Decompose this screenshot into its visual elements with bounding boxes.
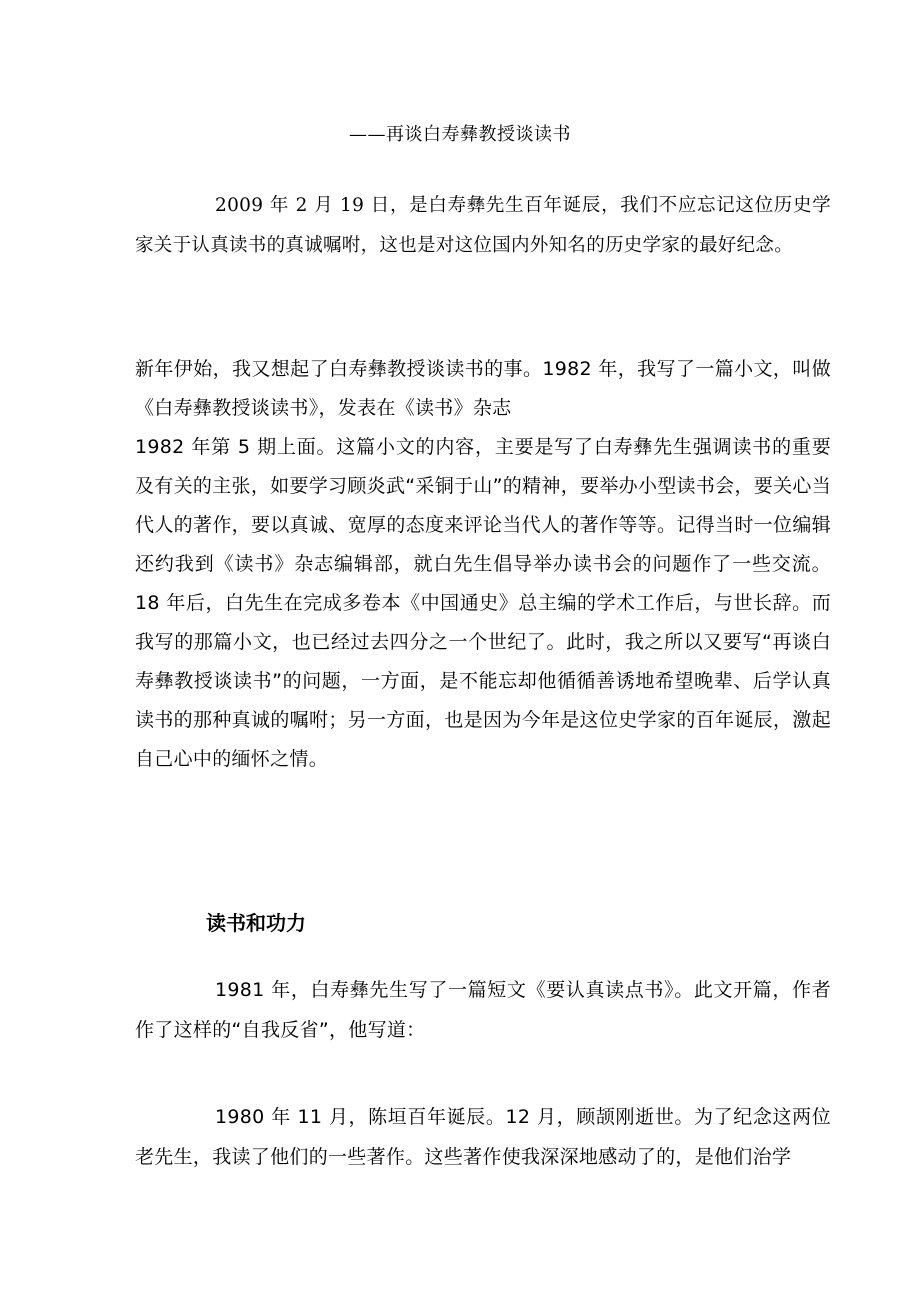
document-subtitle: ——再谈白寿彝教授谈读书 [349, 124, 571, 145]
intro-paragraph: 2009 年 2 月 19 日，是白寿彝先生百年诞辰，我们不应忘记这位历史学家关于认真读书的真诚嘱咐，这也是对这位国内外知名的历史学家的最好纪念。 [135, 195, 831, 256]
paragraph-1980: 1980 年 11 月，陈垣百年诞辰。12 月，顾颉刚逝世。为了纪念这两位老先生，我读了他们的一些著作。这些著作使我深深地感动了的，是他们治学 [135, 1106, 831, 1168]
paragraph-new-year [135, 350, 831, 779]
paragraph-1981: 1981 年，白寿彝先生写了一篇短文《要认真读点书》。此文开篇，作者作了这样的“自我反省”，他写道： [135, 979, 831, 1041]
section-heading: 读书和功力 [206, 911, 306, 935]
paragraph-new-year-line-2: 1982 年第 5 期上面。这篇小文的内容，主要是写了白寿彝先生强调读书的重要及有关的主张，如要学习顾炎武“采铜于山”的精神，要举办小型读书会，要关心当代人的著作，要以真诚、宽厚的态度来评论当代人的著作等等。记得当时一位编辑还约我到《读书》杂志编辑部，就白先生倡导举办读书会的问题作了一些交流。18 年后，白先生在完成多卷本《中国通史》总主编的学术工作后，与世长辞。而我写的那篇小文，也已经过去四分之一个世纪了。此时，我之所以又要写“再谈白寿彝教授谈读书”的问题，一方面，是不能忘却他循循善诱地希望晚辈、后学认真读书的那种真诚的嘱咐；另一方面，也是因为今年是这位史学家的百年诞辰，激起自己心中的缅怀之情。 [135, 436, 831, 770]
paragraph-new-year-line-1: 新年伊始，我又想起了白寿彝教授谈读书的事。1982 年，我写了一篇小文，叫做《白寿彝教授谈读书》，发表在《读书》杂志 [135, 358, 831, 419]
